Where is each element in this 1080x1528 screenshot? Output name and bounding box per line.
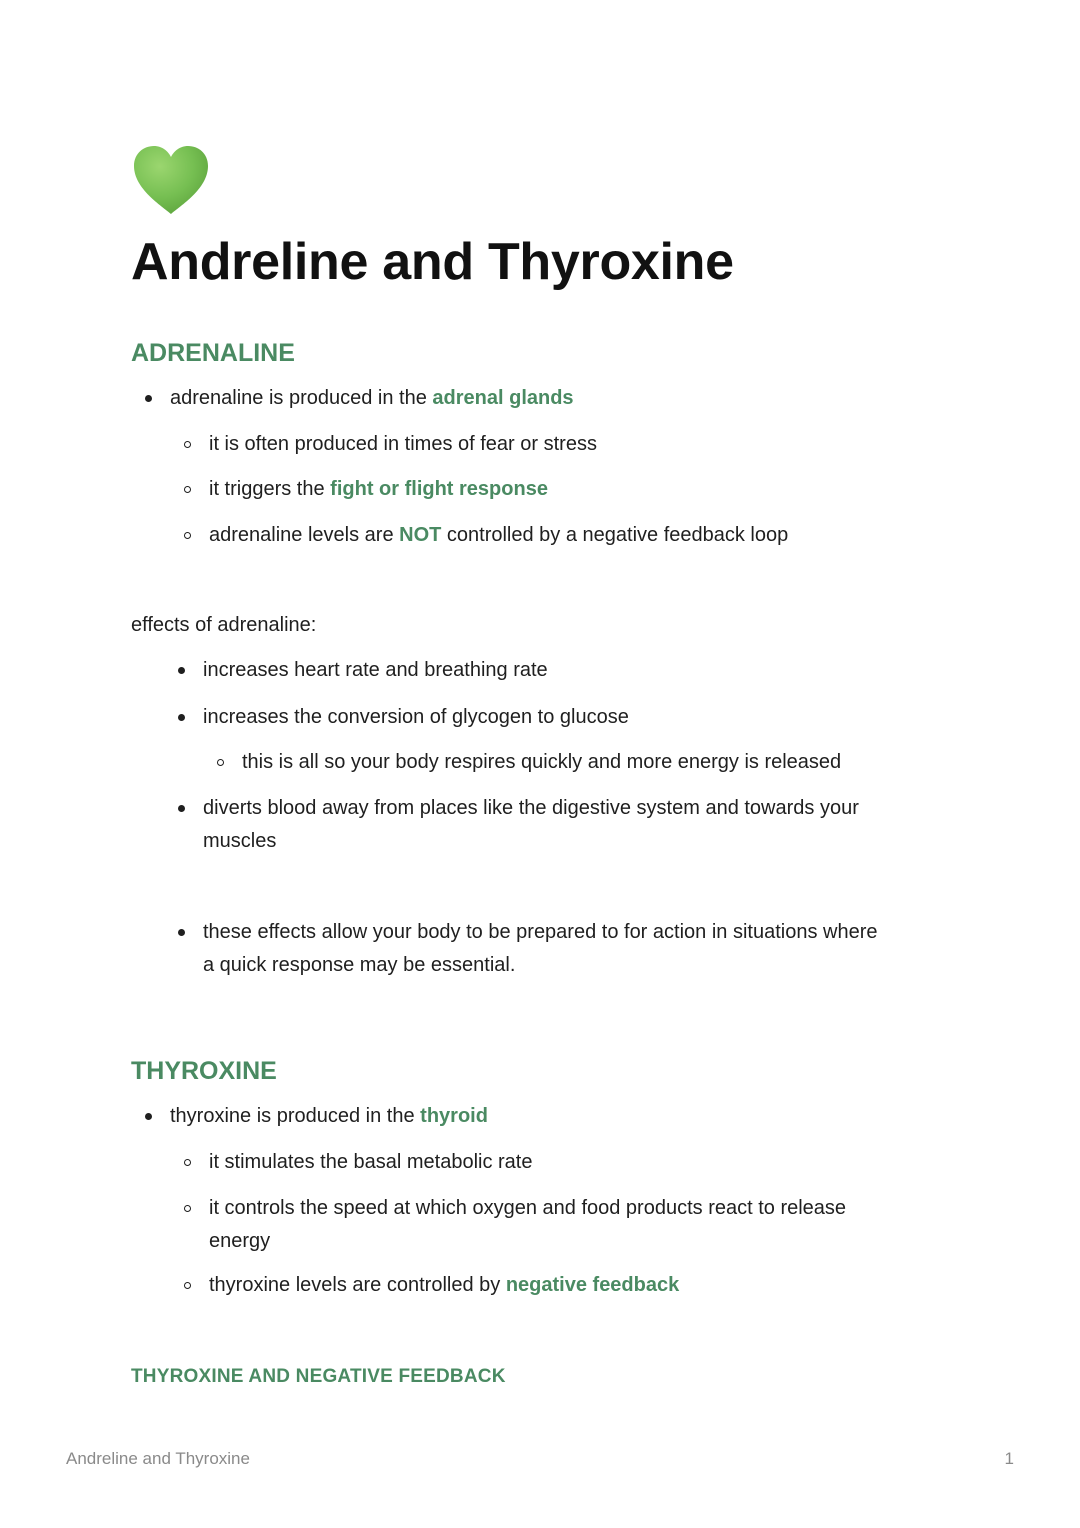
list-item [170,1100,488,1133]
list-item: it is often produced in times of fear or stress [209,433,597,455]
bullet-icon [178,805,185,812]
highlight-term: thyroid [420,1105,488,1127]
list-item: this is all so your body respires quickly and more energy is released [242,751,842,773]
sub-bullet-icon [217,759,224,766]
list-item: increases heart rate and breathing rate [203,659,548,681]
sub-bullet-icon [184,1159,191,1166]
adrenaline-heading: ADRENALINE [131,339,295,367]
item-text: adrenaline levels are [209,524,400,546]
list-item-continuation: muscles [203,830,277,852]
list-item: increases the conversion of glycogen to glucose [203,706,629,728]
page-title: Andreline and Thyroxine [131,233,734,291]
list-item-continuation: energy [209,1230,271,1252]
sub-bullet-icon [184,1282,191,1289]
list-item [170,382,574,415]
subheading-negative-feedback: THYROXINE AND NEGATIVE FEEDBACK [131,1366,506,1387]
list-item: it controls the speed at which oxygen and food products react to release [209,1197,847,1219]
list-item: diverts blood away from places like the digestive system and towards your [203,797,859,819]
highlight-term: adrenal glands [432,387,574,409]
list-item: these effects allow your body to be prepared to for action in situations where [203,921,878,943]
bullet-icon [145,395,152,402]
thyroxine-heading: THYROXINE [131,1057,277,1085]
green-heart-icon [132,144,210,216]
sub-bullet-icon [184,532,191,539]
effects-label: effects of adrenaline: [131,614,317,636]
item-text: it triggers the [209,478,331,500]
highlight-term: negative feedback [505,1274,680,1296]
list-item [209,519,788,552]
sub-bullet-icon [184,486,191,493]
item-text: adrenaline is produced in the [170,387,433,409]
footer-title: Andreline and Thyroxine [66,1449,250,1468]
item-text: thyroxine levels are controlled by [209,1274,506,1296]
list-item-continuation: a quick response may be essential. [203,954,516,976]
sub-bullet-icon [184,1205,191,1212]
bullet-icon [178,714,185,721]
item-text: controlled by a negative feedback loop [441,524,789,546]
list-item [209,1269,679,1302]
item-text: thyroxine is produced in the [170,1105,421,1127]
highlight-term: NOT [399,524,442,546]
list-item: it stimulates the basal metabolic rate [209,1151,533,1173]
bullet-icon [178,667,185,674]
bullet-icon [178,929,185,936]
bullet-icon [145,1113,152,1120]
highlight-term: fight or flight response [330,478,548,500]
page-number: 1 [1004,1449,1014,1468]
sub-bullet-icon [184,441,191,448]
list-item [209,473,548,506]
